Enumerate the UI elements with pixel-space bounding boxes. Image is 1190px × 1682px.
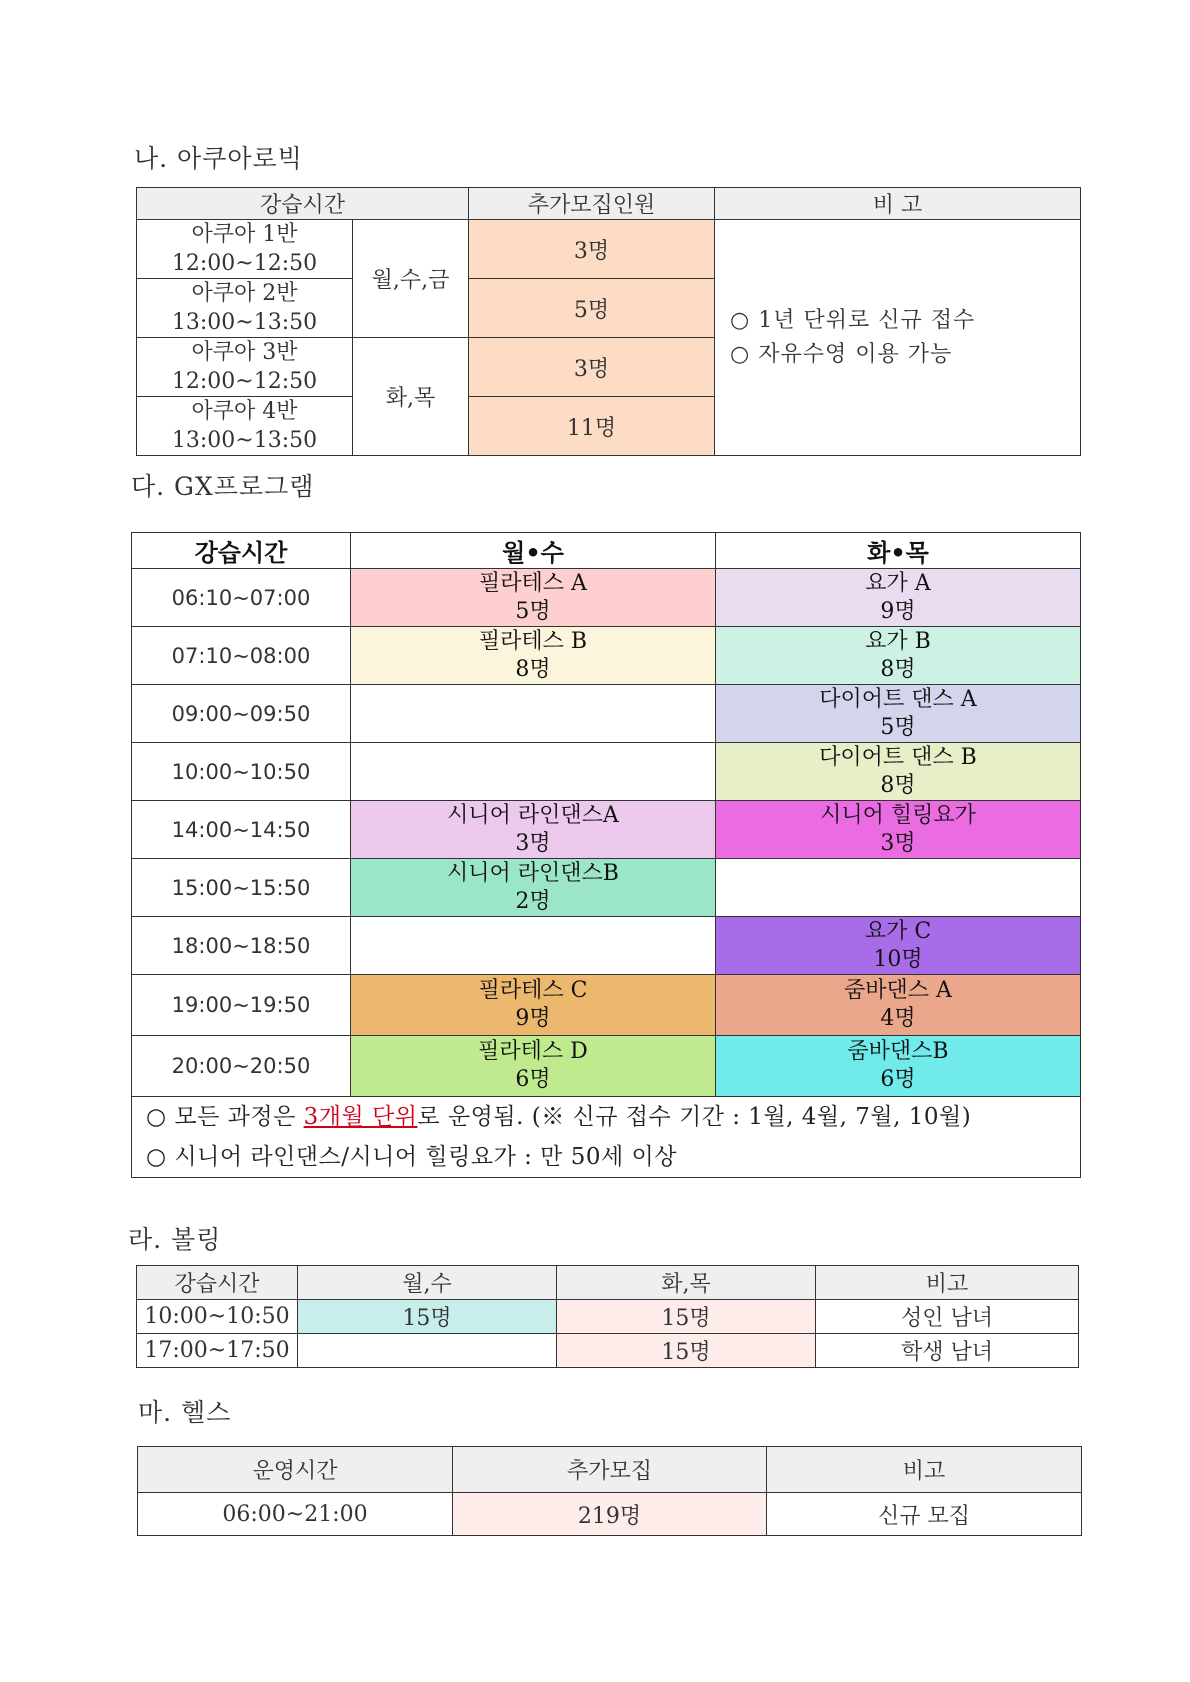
count-cell: 11명	[469, 397, 715, 456]
class-count: 9명	[880, 598, 916, 624]
health-table	[137, 1446, 1082, 1536]
mw-count-cell	[298, 1334, 557, 1368]
note-text: ○ 모든 과정은	[146, 1104, 304, 1130]
count-cell: 3명	[469, 220, 715, 279]
mon-wed-class-cell	[351, 569, 716, 627]
class-count: 3명	[880, 830, 916, 856]
mon-wed-class-cell	[351, 975, 716, 1036]
mon-wed-class-cell	[351, 859, 716, 917]
gx-notes	[132, 1097, 1081, 1178]
gx-note-senior: ○ 시니어 라인댄스/시니어 힐링요가 : 만 50세 이상	[146, 1144, 677, 1170]
tt-count-cell: 15명	[557, 1334, 816, 1368]
gx-row	[132, 685, 1081, 743]
note-highlight: 3개월 단위	[303, 1104, 418, 1130]
bowling-title: 라. 볼링	[128, 1225, 222, 1254]
class-count: 3명	[515, 830, 551, 856]
tue-thu-class-cell	[716, 627, 1081, 685]
class-count: 5명	[880, 714, 916, 740]
header-class-time: 강습시간	[132, 533, 351, 569]
tue-thu-class-cell	[716, 569, 1081, 627]
class-name: 시니어 라인댄스B	[447, 860, 619, 886]
class-cell	[137, 220, 353, 279]
class-name: 다이어트 댄스 B	[819, 744, 977, 770]
gx-row	[132, 917, 1081, 975]
class-name: 요가 C	[864, 918, 932, 944]
note-line: ○ 자유수영 이용 가능	[730, 341, 953, 367]
mw-count-cell: 15명	[298, 1300, 557, 1334]
gx-title: 다. GX프로그램	[131, 472, 315, 501]
class-cell	[137, 338, 353, 397]
header-class-time: 강습시간	[137, 1266, 298, 1300]
tue-thu-class-cell	[716, 743, 1081, 801]
class-count: 8명	[880, 772, 916, 798]
class-name: 아쿠아 3반	[191, 340, 298, 365]
class-name: 시니어 라인댄스A	[447, 802, 619, 828]
tue-thu-class-cell	[716, 801, 1081, 859]
time-cell: 15:00~15:50	[132, 859, 351, 917]
header-extra-recruit: 추가모집인원	[469, 188, 715, 220]
gx-row	[132, 801, 1081, 859]
bowling-table	[136, 1265, 1079, 1368]
mon-wed-class-cell	[351, 685, 716, 743]
days-cell: 화,목	[353, 338, 469, 456]
tue-thu-class-cell	[716, 917, 1081, 975]
class-count: 2명	[515, 888, 551, 914]
mon-wed-class-cell	[351, 627, 716, 685]
class-time: 12:00~12:50	[171, 251, 318, 276]
time-cell: 18:00~18:50	[132, 917, 351, 975]
remarks-cell: 신규 모집	[767, 1493, 1082, 1536]
time-cell: 14:00~14:50	[132, 801, 351, 859]
count-cell: 219명	[453, 1493, 767, 1536]
remarks-cell	[715, 220, 1081, 456]
header-remarks: 비고	[767, 1447, 1082, 1493]
tue-thu-class-cell	[716, 1036, 1081, 1097]
class-name: 줌바댄스 A	[844, 978, 952, 1003]
tt-count-cell: 15명	[557, 1300, 816, 1334]
class-name: 줌바댄스B	[847, 1039, 949, 1064]
count-cell: 5명	[469, 279, 715, 338]
gx-row	[132, 975, 1081, 1036]
mon-wed-class-cell	[351, 917, 716, 975]
gx-row	[132, 569, 1081, 627]
header-tue-thu: 화•목	[716, 533, 1081, 569]
class-count: 6명	[880, 1067, 916, 1092]
header-class-time: 강습시간	[137, 188, 469, 220]
header-operating-hours: 운영시간	[138, 1447, 453, 1493]
header-extra-recruit: 추가모집	[453, 1447, 767, 1493]
gx-row	[132, 1036, 1081, 1097]
time-cell: 06:00~21:00	[138, 1493, 453, 1536]
class-name: 필라테스 C	[478, 978, 588, 1003]
class-name: 필라테스 D	[478, 1039, 588, 1064]
time-cell: 17:00~17:50	[137, 1334, 298, 1368]
class-name: 필라테스 B	[478, 628, 588, 654]
class-count: 10명	[873, 946, 923, 972]
class-name: 요가 B	[865, 628, 931, 654]
class-time: 13:00~13:50	[171, 310, 318, 335]
mon-wed-class-cell	[351, 801, 716, 859]
time-cell: 10:00~10:50	[137, 1300, 298, 1334]
class-cell	[137, 279, 353, 338]
aquarobic-title: 나. 아쿠아로빅	[134, 144, 303, 173]
gx-row	[132, 859, 1081, 917]
header-mon-wed: 월•수	[351, 533, 716, 569]
tue-thu-class-cell	[716, 975, 1081, 1036]
count-cell: 3명	[469, 338, 715, 397]
mon-wed-class-cell	[351, 743, 716, 801]
gx-table	[131, 532, 1081, 1178]
class-count: 5명	[515, 598, 551, 624]
class-name: 아쿠아 1반	[191, 222, 298, 247]
gx-note-period	[132, 1097, 1080, 1137]
note-text: 로 운영됨. (※ 신규 접수 기간 : 1월, 4월, 7월, 10월)	[417, 1104, 972, 1130]
class-name: 다이어트 댄스 A	[819, 686, 977, 712]
gx-row	[132, 743, 1081, 801]
header-mon-wed: 월,수	[298, 1266, 557, 1300]
tue-thu-class-cell	[716, 859, 1081, 917]
time-cell: 07:10~08:00	[132, 627, 351, 685]
class-count: 8명	[880, 656, 916, 682]
remarks-cell: 성인 남녀	[816, 1300, 1079, 1334]
note-line: ○ 1년 단위로 신규 접수	[730, 307, 976, 333]
header-remarks: 비 고	[715, 188, 1081, 220]
class-cell	[137, 397, 353, 456]
days-cell: 월,수,금	[353, 220, 469, 338]
class-time: 12:00~12:50	[171, 369, 318, 394]
gx-row	[132, 627, 1081, 685]
class-count: 9명	[515, 1006, 551, 1031]
class-name: 필라테스 A	[479, 570, 587, 596]
tue-thu-class-cell	[716, 685, 1081, 743]
mon-wed-class-cell	[351, 1036, 716, 1097]
time-cell: 06:10~07:00	[132, 569, 351, 627]
remarks-cell: 학생 남녀	[816, 1334, 1079, 1368]
aquarobic-table	[136, 187, 1081, 456]
class-count: 6명	[515, 1067, 551, 1092]
health-title: 마. 헬스	[138, 1398, 232, 1427]
header-tue-thu: 화,목	[557, 1266, 816, 1300]
time-cell: 10:00~10:50	[132, 743, 351, 801]
header-remarks: 비고	[816, 1266, 1079, 1300]
class-name: 요가 A	[865, 570, 931, 596]
class-time: 13:00~13:50	[171, 428, 318, 453]
class-name: 아쿠아 2반	[191, 281, 298, 306]
time-cell: 09:00~09:50	[132, 685, 351, 743]
class-count: 4명	[880, 1006, 916, 1031]
class-count: 8명	[515, 656, 551, 682]
class-name: 아쿠아 4반	[191, 399, 298, 424]
class-name: 시니어 힐링요가	[820, 802, 976, 828]
time-cell: 20:00~20:50	[132, 1036, 351, 1097]
time-cell: 19:00~19:50	[132, 975, 351, 1036]
